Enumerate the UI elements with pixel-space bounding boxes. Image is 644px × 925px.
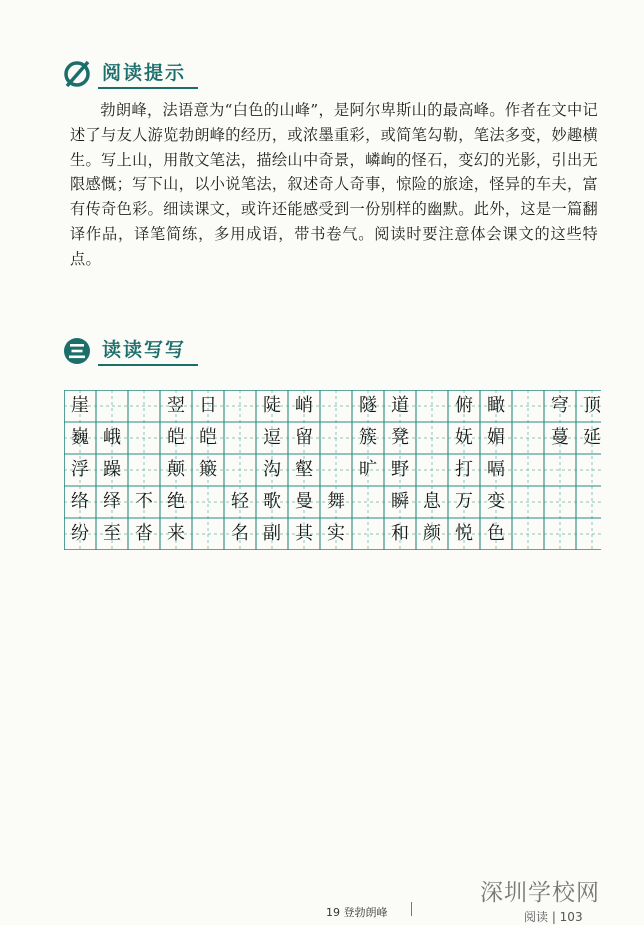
grid-char: 来 (167, 523, 185, 544)
reading-tip-icon (62, 59, 92, 89)
watermark: 深圳学校网 (480, 880, 600, 906)
grid-char: 不 (135, 491, 153, 512)
grid-char: 峨 (103, 427, 121, 448)
grid-char: 凳 (391, 427, 409, 448)
grid-char: 簸 (199, 459, 217, 480)
grid-char: 躁 (103, 459, 121, 480)
grid-char: 颠 (167, 459, 185, 480)
grid-char: 纷 (71, 523, 89, 544)
grid-char: 瞬 (391, 491, 409, 512)
grid-char: 瞰 (487, 395, 505, 416)
grid-char: 巍 (71, 427, 89, 448)
grid-char: 延 (583, 427, 601, 448)
reading-tip-header (62, 58, 198, 89)
grid-char: 崖 (71, 395, 89, 416)
grid-char: 变 (487, 491, 505, 512)
grid-char: 妩 (455, 427, 473, 448)
grid-char: 日 (199, 395, 217, 416)
grid-char: 顶 (583, 395, 601, 416)
grid-char: 蔓 (551, 427, 569, 448)
grid-char: 沓 (135, 523, 153, 544)
grid-char: 皑 (199, 427, 217, 448)
grid-char: 留 (295, 427, 313, 448)
grid-char: 万 (455, 491, 473, 512)
grid-char: 翌 (167, 395, 185, 416)
partial-page-number: 阅读 | 103 (524, 910, 583, 924)
reading-tip-body: 勃朗峰，法语意为“白色的山峰”，是阿尔卑斯山的最高峰。作者在文中记述了与友人游览勃朗峰的经历，或浓墨重彩，或简笔勾勒，笔法多变，妙趣横生。写上山，用散文笔法，描绘山中奇景，嶙峋的怪石，变幻的光影，引出无限感慨；写下山，以小说笔法，叙述奇人奇事，惊险的旅途，怪异的车夫，富有传奇色彩。细读课文，或许还能感受到一份别样的幽默。此外，这是一篇翻译作品，译笔简练，多用成语，带书卷气。阅读时要注意体会课文的这些特点。 (70, 101, 598, 268)
grid-char: 打 (455, 459, 473, 480)
grid-char: 副 (263, 523, 281, 544)
grid-char: 实 (327, 523, 345, 544)
grid-char: 络 (71, 491, 89, 512)
lesson-footer: 19 登勃朗峰 (326, 906, 388, 919)
grid-char: 浮 (71, 459, 89, 480)
grid-char: 轻 (231, 491, 249, 512)
grid-char: 沟 (263, 459, 281, 480)
grid-char: 歌 (263, 491, 281, 512)
grid-char: 悦 (455, 523, 473, 544)
words-section-header (62, 335, 198, 366)
grid-char: 其 (295, 523, 313, 544)
grid-char: 穹 (551, 395, 569, 416)
grid-char: 簇 (359, 427, 377, 448)
grid-char: 俯 (455, 395, 473, 416)
reading-tip-title: 阅读提示 (98, 58, 198, 89)
three-circle-icon (62, 336, 92, 366)
grid-char: 野 (391, 459, 409, 480)
grid-char: 逗 (263, 427, 281, 448)
grid-char: 陡 (263, 395, 281, 416)
grid-char: 色 (487, 523, 505, 544)
writing-grid (64, 390, 601, 550)
grid-char: 旷 (359, 459, 377, 480)
footer-divider (411, 902, 412, 916)
grid-char: 峭 (295, 395, 313, 416)
grid-char: 隧 (359, 395, 377, 416)
grid-char: 绎 (103, 491, 121, 512)
grid-char: 皑 (167, 427, 185, 448)
grid-char: 至 (103, 523, 121, 544)
grid-char: 绝 (167, 491, 185, 512)
grid-char: 壑 (295, 459, 313, 480)
grid-char: 舞 (327, 491, 345, 512)
words-section-title: 读读写写 (98, 335, 198, 366)
grid-char: 嗝 (487, 459, 505, 480)
grid-char: 和 (391, 523, 409, 544)
grid-char: 颜 (423, 523, 441, 544)
grid-char: 道 (391, 395, 409, 416)
grid-char: 媚 (487, 427, 505, 448)
grid-char: 名 (231, 523, 249, 544)
grid-char: 息 (423, 491, 441, 512)
grid-char: 曼 (295, 491, 313, 512)
